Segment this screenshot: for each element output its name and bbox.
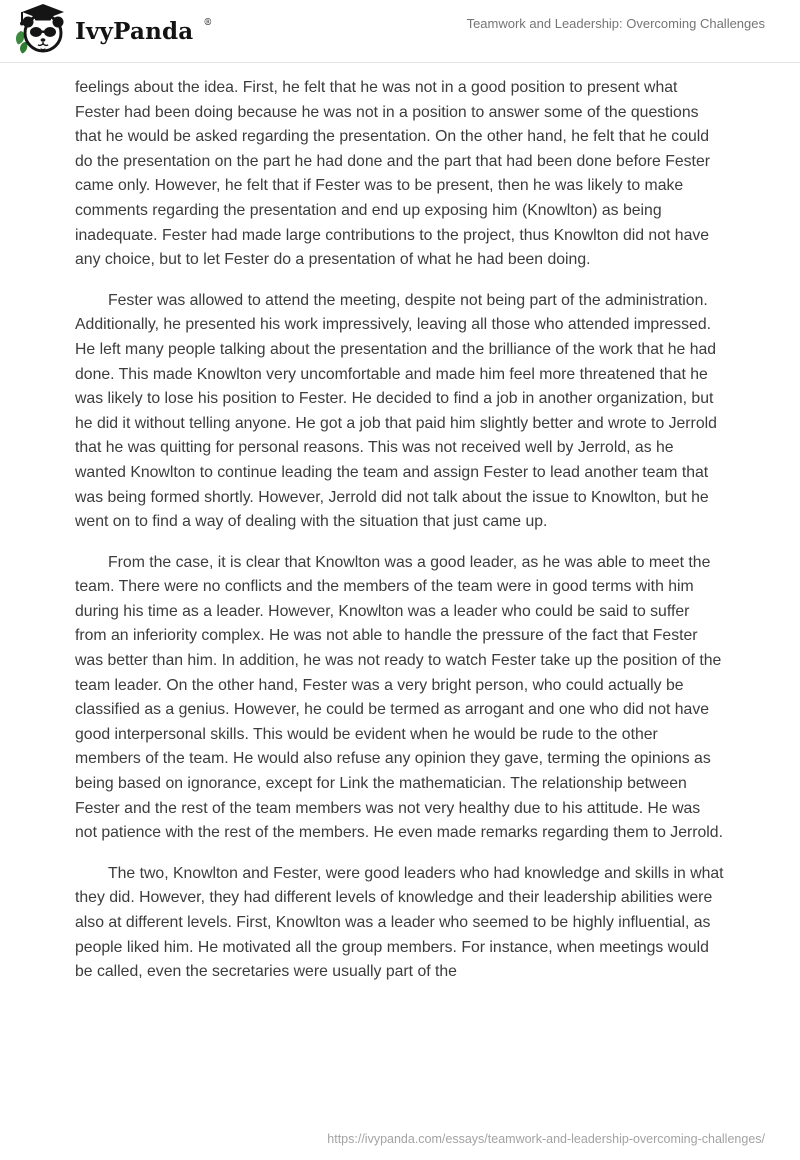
essay-content <box>0 63 800 985</box>
document-title: Teamwork and Leadership: Overcoming Challenges <box>466 16 765 31</box>
registered-mark: ® <box>203 18 213 28</box>
brand-name: IvyPanda <box>75 17 194 45</box>
source-url[interactable]: https://ivypanda.com/essays/teamwork-and-leadership-overcoming-challenges/ <box>327 1132 765 1146</box>
page-footer <box>327 1132 765 1146</box>
page-header <box>0 0 800 63</box>
essay-paragraph-1: feelings about the idea. First, he felt that he was not in a good position to present what Fester had been doing because he was not in a position to answer some of the questions that he would be asked regarding the presentation. On the other hand, he felt that he could do the presentation on the part he had done and the part that had been done before Fester came only. However, he felt that if Fester was to be present, then he was likely to make comments regarding the presentation and end up exposing him (Knowlton) as being inadequate. Fester had made large contributions to the project, thus Knowlton did not have any choice, but to let Fester do a presentation of what he had been doing. <box>75 79 710 269</box>
essay-paragraph-4: The two, Knowlton and Fester, were good leaders who had knowledge and skills in what they did. However, they had different levels of knowledge and their leadership abilities were also at different levels. First, Knowlton was a leader who seemed to be highly influential, as people liked him. He motivated all the group members. For instance, when meetings would be called, even the secretaries were usually part of the <box>75 864 724 981</box>
essay-paragraph-3: From the case, it is clear that Knowlton was a good leader, as he was able to meet the team. There were no conflicts and the members of the team were in good terms with him during his time as a leader. However, Knowlton was a leader who could be said to suffer from an inferiority complex. He was not able to handle the pressure of the fact that Fester was better than him. In addition, he was not ready to watch Fester take up the position of the team leader. On the other hand, Fester was a very bright person, who could actually be classified as a genius. However, he could be termed as arrogant and one who did not have good interpersonal skills. This would be evident when he would be rude to the other members of the team. He would also refuse any opinion they gave, terming the opinions as being based on ignorance, except for Link the mathematician. The relationship between Fester and the rest of the team members was not very healthy due to his attitude. He was not patience with the rest of the members. He even made remarks regarding them to Jerrold. <box>75 553 723 842</box>
brand[interactable] <box>14 2 212 61</box>
essay-paragraph-2: Fester was allowed to attend the meeting, despite not being part of the administration. Additionally, he presented his work impressively, leaving all those who attended impressed. He left many people talking about the presentation and the brilliance of the work that he had done. This made Knowlton very uncomfortable and made him feel more threatened that he was likely to lose his position to Fester. He decided to find a job in another organization, but he did it without telling anyone. He got a job that paid him slightly better and wrote to Jerrold that he was quitting for personal reasons. This was not received well by Jerrold, as he wanted Knowlton to continue leading the team and assign Fester to lead another team that was being formed shortly. However, Jerrold did not talk about the issue to Knowlton, but he went on to find a way of dealing with the situation that just came up. <box>75 291 717 531</box>
ivypanda-logo-icon <box>14 2 66 61</box>
